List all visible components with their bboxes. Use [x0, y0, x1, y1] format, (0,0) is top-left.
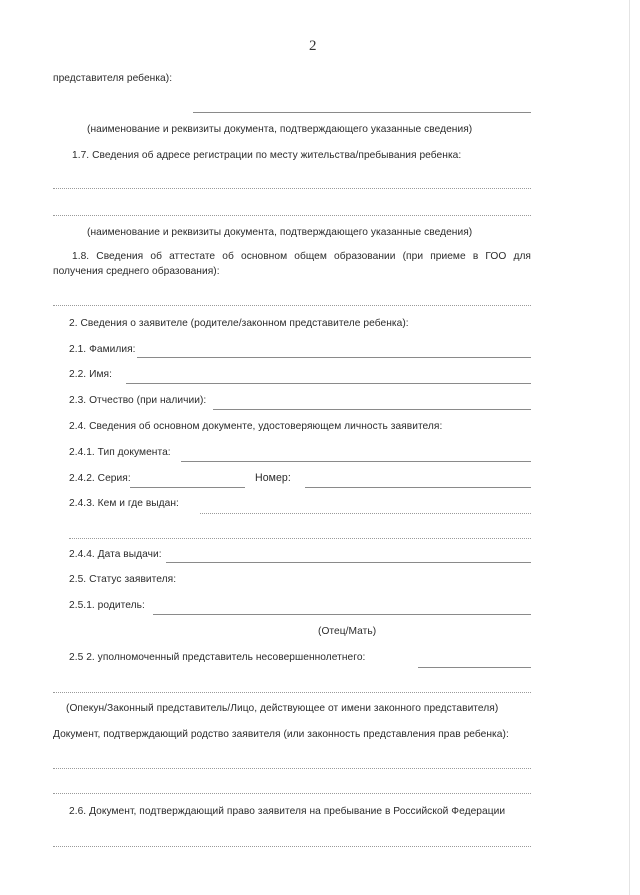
issued-by-field-line: [69, 538, 531, 539]
field-label: 2.4.4. Дата выдачи:: [69, 549, 162, 560]
field-label: 2.4.3. Кем и где выдан:: [69, 498, 179, 509]
fill-line: [53, 692, 531, 693]
doc-type-field-line: [181, 461, 531, 462]
text-line: получения среднего образования):: [53, 266, 220, 277]
parent-field-line: [153, 614, 531, 615]
caption-line: (Опекун/Законный представитель/Лицо, действующее от имени законного представителя): [66, 703, 499, 714]
representative-field-line: [418, 667, 531, 668]
fill-line: [53, 188, 531, 189]
series-field-line: [130, 487, 245, 488]
patronymic-field-line: [213, 409, 531, 410]
issued-by-field-line: [200, 513, 531, 514]
field-label: 2.4.1. Тип документа:: [69, 447, 171, 458]
field-label: 2.3. Отчество (при наличии):: [69, 395, 207, 406]
fill-line: [53, 768, 531, 769]
text-line: 1.8. Сведения об аттестате об основном общем образовании (при приеме в ГОО для: [72, 251, 531, 262]
number-field-line: [305, 487, 531, 488]
text-line: Документ, подтверждающий родство заявителя (или законность представления прав ребенка):: [53, 729, 509, 740]
field-label: 2.5.1. родитель:: [69, 600, 145, 611]
text-line: 1.7. Сведения об адресе регистрации по месту жительства/пребывания ребенка:: [72, 150, 462, 161]
field-label: 2.4.2. Серия:: [69, 473, 131, 484]
section-heading: 2. Сведения о заявителе (родителе/законном представителе ребенка):: [69, 318, 409, 329]
page-number: 2: [309, 38, 317, 54]
fill-line: [53, 215, 531, 216]
field-label: 2.5 2. уполномоченный представитель несовершеннолетнего:: [69, 652, 366, 663]
text-line: 2.6. Документ, подтверждающий право заявителя на пребывание в Российской Федерации: [69, 806, 506, 817]
text-line: представителя ребенка):: [53, 73, 173, 84]
fill-line: [53, 305, 531, 306]
fill-line: [193, 112, 531, 113]
fill-line: [53, 793, 531, 794]
issue-date-field-line: [166, 562, 531, 563]
field-label: 2.2. Имя:: [69, 369, 112, 380]
caption-line: (Отец/Мать): [318, 626, 377, 637]
caption-line: (наименование и реквизиты документа, подтверждающего указанные сведения): [87, 227, 473, 238]
name-field-line: [126, 383, 531, 384]
surname-field-line: [137, 357, 531, 358]
field-label: 2.1. Фамилия:: [69, 344, 136, 355]
caption-line: (наименование и реквизиты документа, подтверждающего указанные сведения): [87, 124, 473, 135]
page-edge: [629, 0, 630, 895]
fill-line: [53, 846, 531, 847]
field-label: Номер:: [255, 472, 291, 484]
field-label: 2.5. Статус заявителя:: [69, 574, 177, 585]
field-label: 2.4. Сведения об основном документе, удостоверяющем личность заявителя:: [69, 421, 443, 432]
